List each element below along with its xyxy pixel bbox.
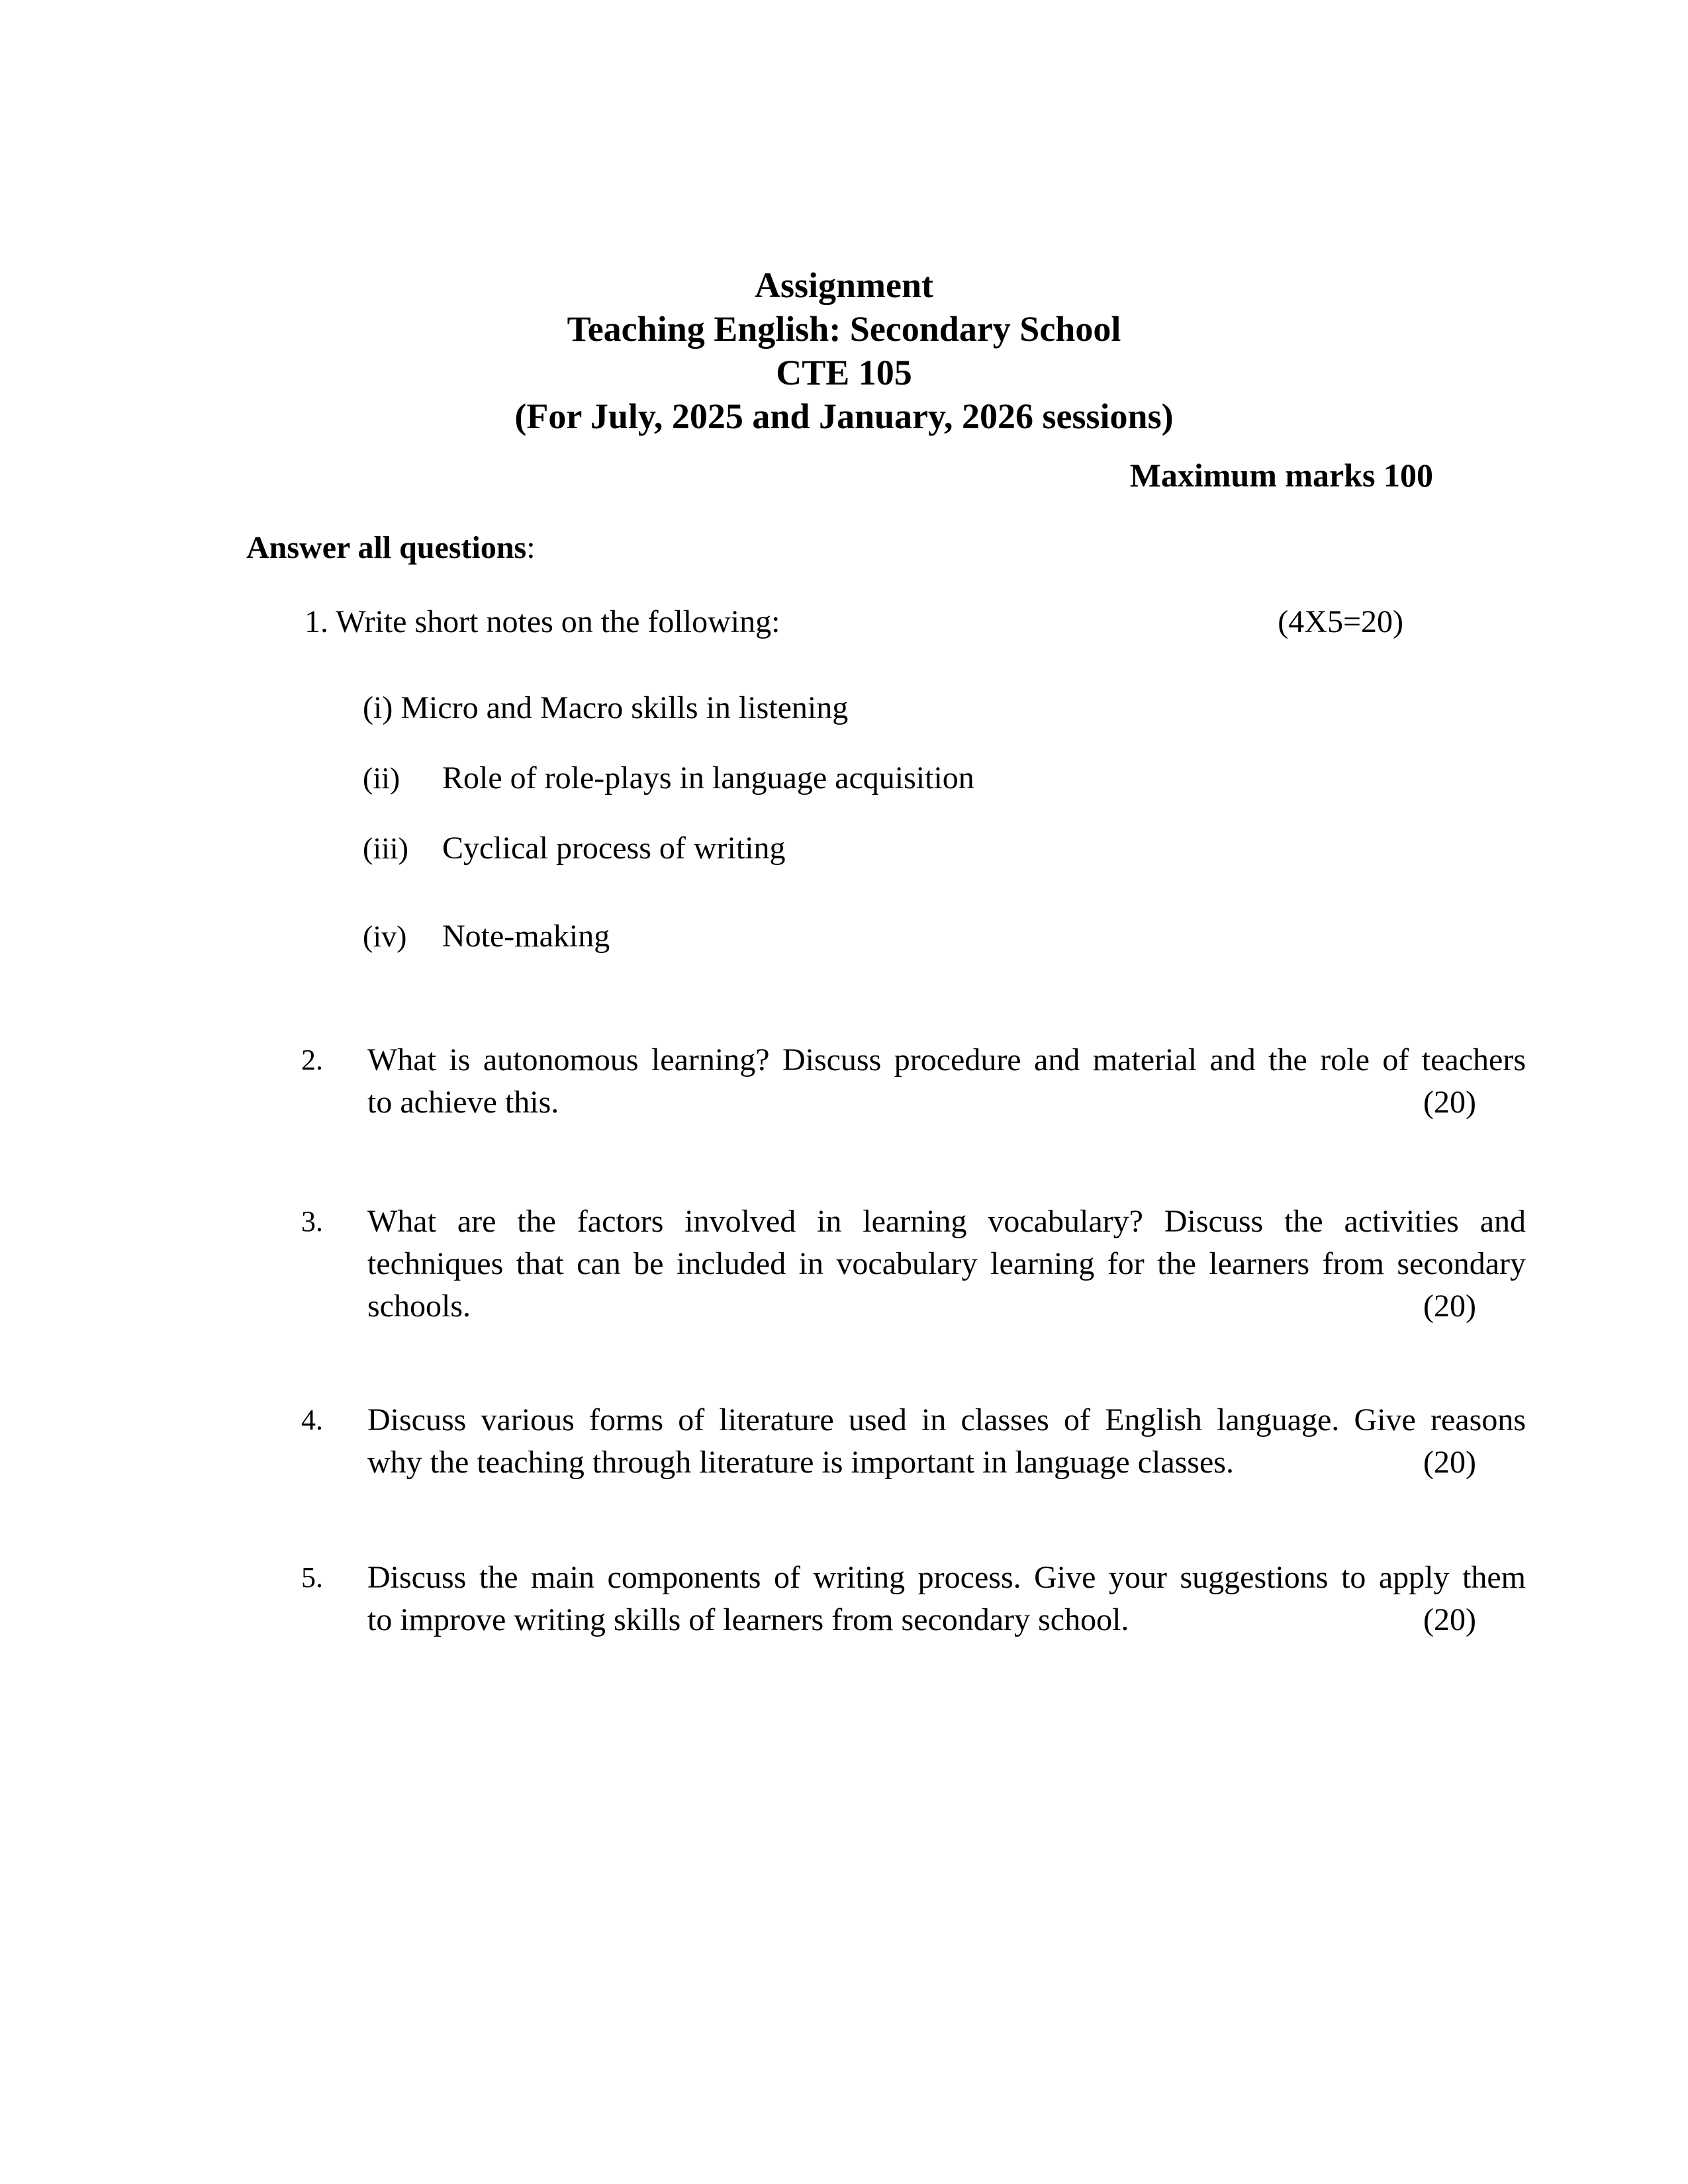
question-2-marks: (20) <box>1423 1085 1476 1120</box>
question-4-marks: (20) <box>1423 1445 1476 1480</box>
question-5-number: 5. <box>301 1561 323 1594</box>
subitem-4-text: Note-making <box>442 919 610 954</box>
subitem-4-label: (iv) <box>363 919 407 953</box>
question-1-text: Write short notes on the following: <box>336 604 780 639</box>
question-5-line-1: Discuss the main components of writing process. Give your suggestions to apply them <box>367 1560 1526 1595</box>
question-4-number: 4. <box>301 1404 323 1436</box>
sessions: (For July, 2025 and January, 2026 sessions) <box>514 396 1174 436</box>
question-3-line-2: techniques that can be included in vocabulary learning for the learners from secondary <box>367 1246 1526 1281</box>
subitem-1-label: (i) <box>363 690 393 725</box>
maximum-marks: Maximum marks 100 <box>1129 457 1433 494</box>
subitem-1-text: Micro and Macro skills in listening <box>400 690 849 725</box>
instruction-text: Answer all questions <box>246 530 527 565</box>
course-code: CTE 105 <box>776 353 912 392</box>
subitem-3-text: Cyclical process of writing <box>442 831 786 866</box>
question-1 <box>305 602 1403 642</box>
question-3-marks: (20) <box>1423 1289 1476 1324</box>
question-3-number: 3. <box>301 1205 323 1238</box>
question-5-marks: (20) <box>1423 1602 1476 1637</box>
question-4-line-last: why the teaching through literature is important in language classes. <box>367 1445 1234 1480</box>
instruction-colon: : <box>526 530 536 565</box>
question-4-line-1: Discuss various forms of literature used in classes of English language. Give reasons <box>367 1402 1526 1437</box>
question-1-number: 1. <box>305 604 328 639</box>
question-3-line-1: What are the factors involved in learning vocabulary? Discuss the activities and <box>367 1204 1526 1239</box>
subitem-2-label: (ii) <box>363 761 400 795</box>
course-name: Teaching English: Secondary School <box>567 309 1121 349</box>
subitem-2-text: Role of role-plays in language acquisition <box>442 760 974 796</box>
title-block <box>0 263 1688 438</box>
page-title: Assignment <box>754 265 934 305</box>
question-2-line-last: to achieve this. <box>367 1085 559 1120</box>
subitem-3-label: (iii) <box>363 831 408 865</box>
subitem-1 <box>363 688 848 728</box>
question-2-line-1: What is autonomous learning? Discuss procedure and material and the role of teachers <box>367 1042 1526 1077</box>
question-3-line-last: schools. <box>367 1289 471 1324</box>
question-5-line-last: to improve writing skills of learners from secondary school. <box>367 1602 1129 1637</box>
question-1-marks: (4X5=20) <box>1278 604 1403 639</box>
instruction <box>246 528 536 568</box>
question-2-number: 2. <box>301 1044 323 1076</box>
